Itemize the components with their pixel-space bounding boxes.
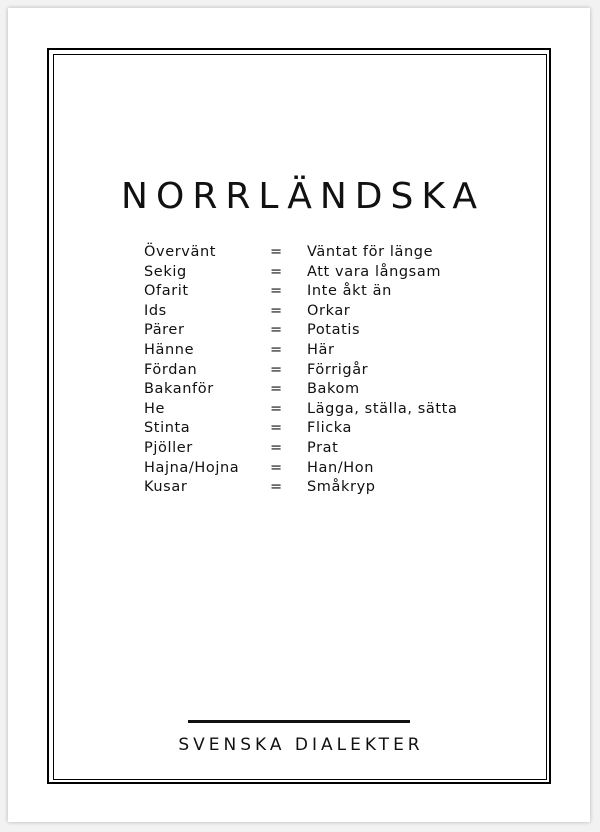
term-meaning: Bakom xyxy=(307,381,360,398)
dialect-term: Hajna/Hojna xyxy=(144,459,240,476)
equals-sign: = xyxy=(270,322,283,339)
word-row xyxy=(144,302,457,322)
equals-sign: = xyxy=(270,439,283,456)
term-meaning: Inte åkt än xyxy=(307,283,392,300)
equals-sign: = xyxy=(270,302,283,319)
equals-sign: = xyxy=(270,263,283,280)
dialect-term: Hänne xyxy=(144,341,195,358)
dialect-term: He xyxy=(144,400,166,417)
word-row xyxy=(144,478,457,498)
equals-sign: = xyxy=(270,479,283,496)
word-row xyxy=(144,243,457,263)
dialect-term: Övervänt xyxy=(144,244,217,260)
term-meaning: Väntat för länge xyxy=(307,244,434,260)
dialect-term: Ofarit xyxy=(144,283,189,300)
word-row xyxy=(144,459,457,479)
word-row xyxy=(144,439,457,459)
equals-sign: = xyxy=(270,341,283,358)
dialect-term: Sekig xyxy=(144,263,187,280)
term-meaning: Flicka xyxy=(307,420,352,437)
poster-subtitle: SVENSKA DIALEKTER xyxy=(178,735,424,755)
word-row xyxy=(144,361,457,381)
dialect-term: Stinta xyxy=(144,420,191,437)
word-row xyxy=(144,341,457,361)
term-meaning: Prat xyxy=(307,439,339,456)
dialect-term: Fördan xyxy=(144,361,198,378)
dialect-term: Ids xyxy=(144,302,167,319)
term-meaning: Han/Hon xyxy=(307,459,375,476)
word-row xyxy=(144,282,457,302)
term-meaning: Lägga, ställa, sätta xyxy=(307,400,458,417)
dialect-term: Pjöller xyxy=(144,439,193,456)
term-meaning: Potatis xyxy=(307,322,361,339)
equals-sign: = xyxy=(270,381,283,398)
equals-sign: = xyxy=(270,459,283,476)
dialect-term: Kusar xyxy=(144,479,188,496)
word-row xyxy=(144,400,457,420)
word-row xyxy=(144,419,457,439)
equals-sign: = xyxy=(270,420,283,437)
term-meaning: Småkryp xyxy=(307,479,376,496)
equals-sign: = xyxy=(270,283,283,300)
equals-sign: = xyxy=(270,361,283,378)
poster-title: NORRLÄNDSKA xyxy=(121,176,485,217)
term-meaning: Att vara långsam xyxy=(307,263,442,280)
word-row xyxy=(144,263,457,283)
term-meaning: Förrigår xyxy=(307,361,369,378)
word-row xyxy=(144,321,457,341)
divider-line xyxy=(188,720,410,723)
term-meaning: Här xyxy=(307,341,335,358)
equals-sign: = xyxy=(270,244,283,260)
equals-sign: = xyxy=(270,400,283,417)
dialect-term: Pärer xyxy=(144,322,185,339)
dialect-term: Bakanför xyxy=(144,381,214,398)
poster xyxy=(8,8,590,822)
term-meaning: Orkar xyxy=(307,302,351,319)
word-row xyxy=(144,380,457,400)
dialect-word-list xyxy=(144,243,457,498)
